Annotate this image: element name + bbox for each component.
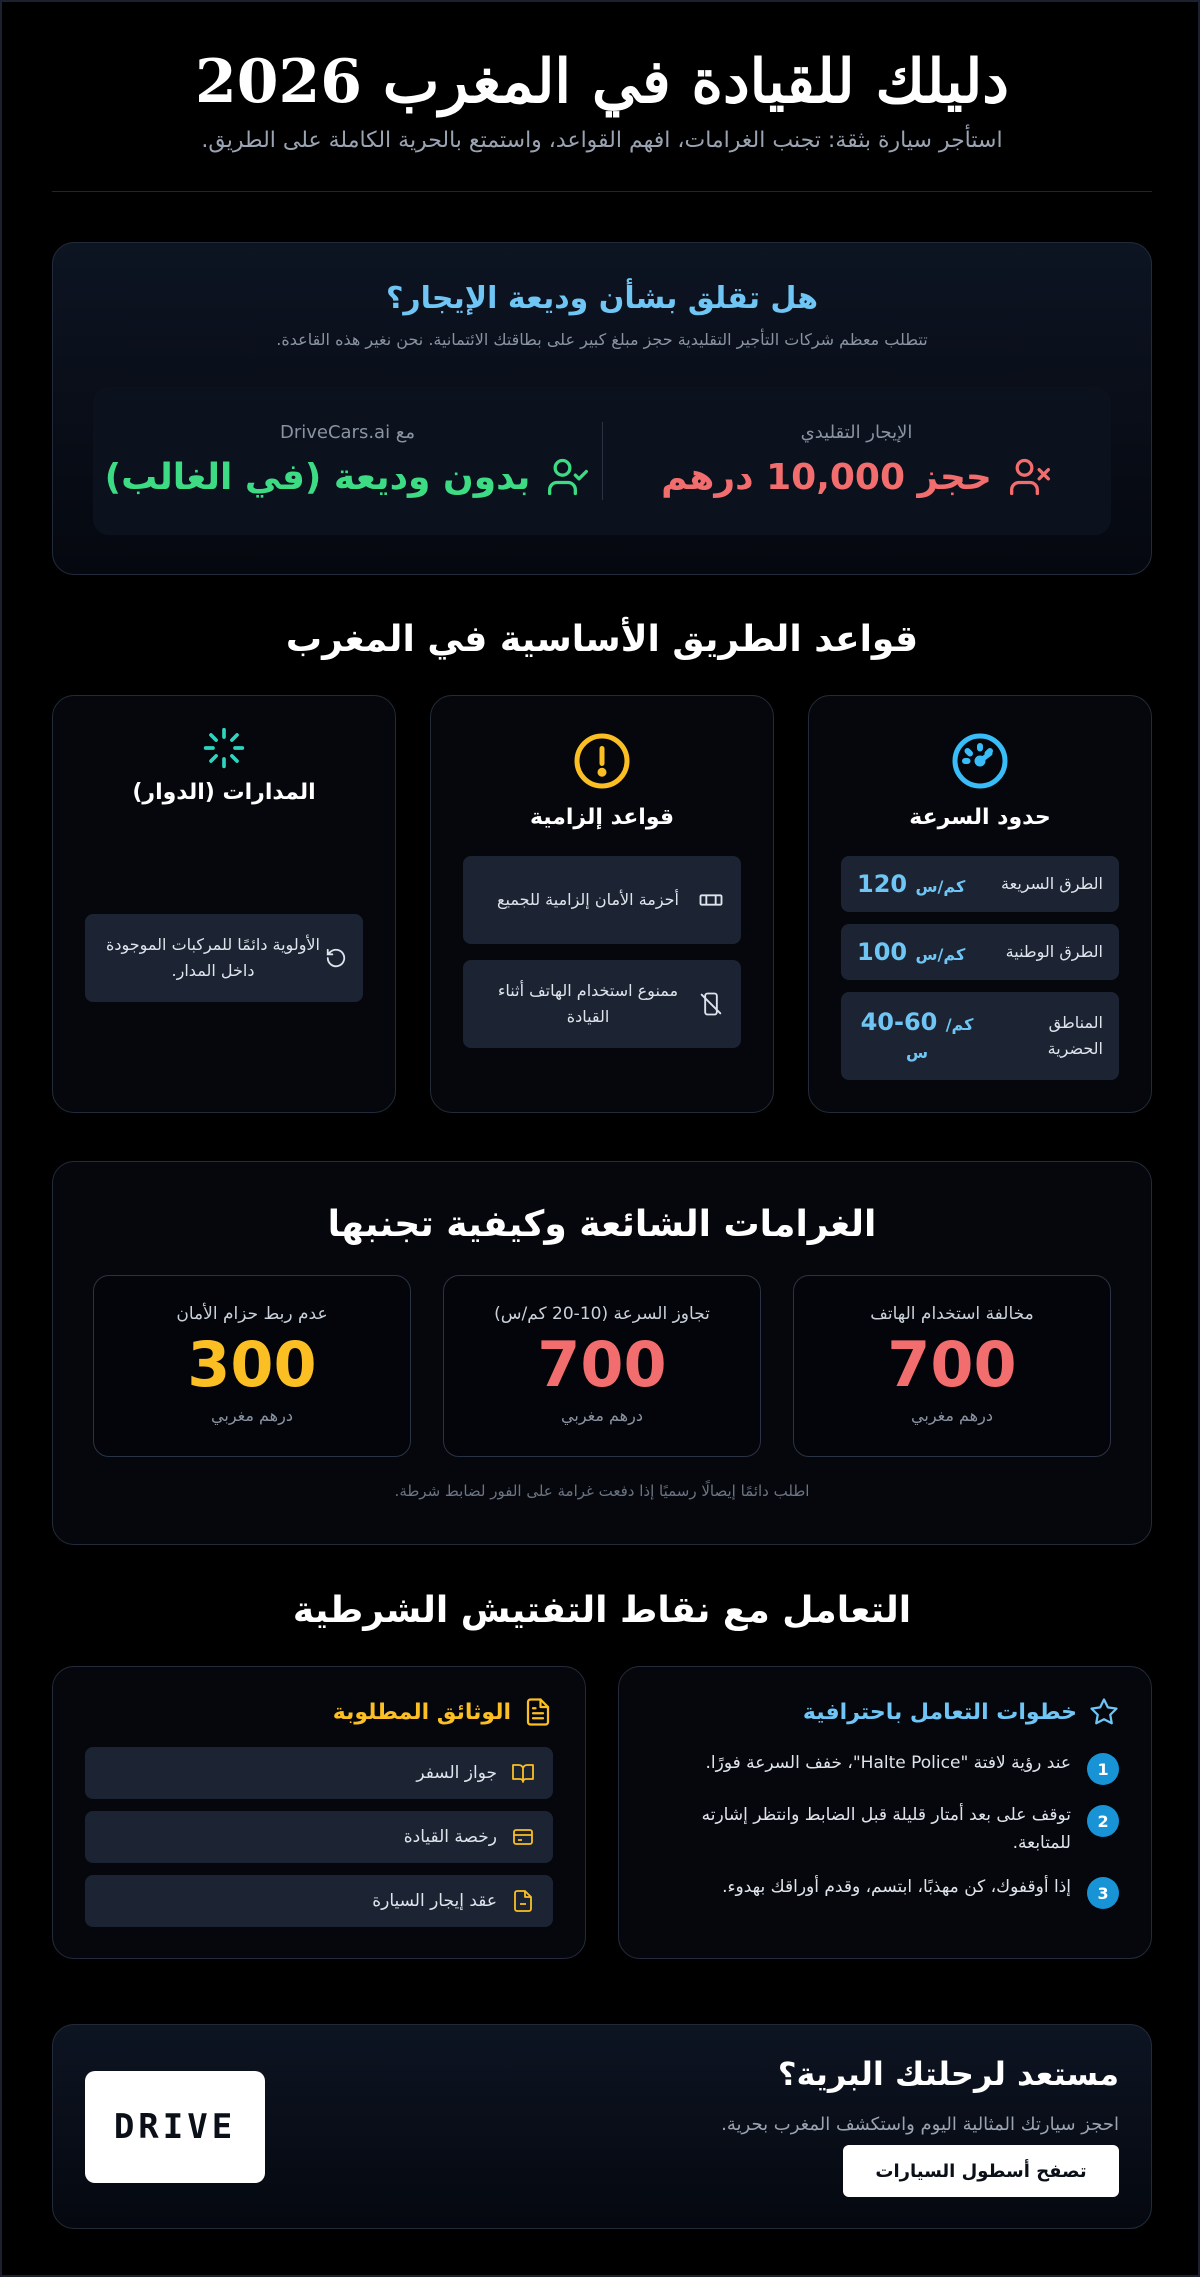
file-icon [511, 1889, 535, 1913]
phone-rule: ممنوع استخدام الهاتف أثناء القيادة [463, 960, 741, 1048]
doc-license: رخصة القيادة [85, 1811, 553, 1863]
fine-speeding: تجاوز السرعة (10-20 كم/س) 700 درهم مغربي [443, 1275, 761, 1457]
steps-title: خطوات التعامل باحترافية [802, 1699, 1077, 1725]
deposit-title: هل تقلق بشأن وديعة الإيجار؟ [385, 281, 819, 316]
roundabout-priority-rule: الأولوية دائمًا للمركبات الموجودة داخل المدار. [85, 914, 363, 1002]
deposit-comparison [93, 387, 1111, 535]
police-steps-card [618, 1666, 1152, 1959]
cta-card [52, 2024, 1152, 2229]
browse-fleet-button[interactable]: تصفح أسطول السيارات [843, 2145, 1119, 2197]
step-item: 1 عند رؤية لافتة "Halte Police"، خفف السرعة فورًا. [651, 1749, 1119, 1785]
traditional-value: حجز 10,000 درهم [661, 456, 992, 498]
speed-urban: المناطق الحضرية 40-60 كم/س [841, 992, 1119, 1080]
drive-logo[interactable]: DRIVE [85, 2071, 265, 2183]
star-icon [1089, 1697, 1119, 1727]
doc-passport: جواز السفر [85, 1747, 553, 1799]
user-x-icon [1008, 455, 1052, 499]
roundabouts-title: المدارات (الدوار) [132, 780, 316, 805]
roundabouts-card [52, 695, 396, 1113]
drivecars-label: مع DriveCars.ai [279, 422, 416, 443]
required-docs-card [52, 1666, 586, 1959]
page-title: دليلك للقيادة في المغرب 2026 [195, 47, 1009, 117]
rules-title: قواعد الطريق الأساسية في المغرب [285, 619, 919, 660]
fines-title: الغرامات الشائعة وكيفية تجنبها [327, 1204, 877, 1245]
book-icon [511, 1761, 535, 1785]
seatbelt-rule: أحزمة الأمان إلزامية للجميع [463, 856, 741, 944]
fines-card [52, 1161, 1152, 1545]
page-header [52, 42, 1152, 153]
drivecars-rental [93, 387, 602, 535]
mandatory-rules-card [430, 695, 774, 1113]
speed-national: الطرق الوطنية 100 كم/س [841, 924, 1119, 980]
traditional-label: الإيجار التقليدي [800, 422, 913, 443]
speed-highway: الطرق السريعة 120 كم/س [841, 856, 1119, 912]
fines-note: اطلب دائمًا إيصالًا رسميًا إذا دفعت غرامة على الفور لضابط شرطة. [394, 1482, 810, 1500]
drivecars-value: بدون وديعة (في الغالب) [104, 456, 531, 498]
police-title: التعامل مع نقاط التفتيش الشرطية [292, 1590, 912, 1631]
user-check-icon [546, 455, 590, 499]
speed-limits-title: حدود السرعة [909, 805, 1051, 830]
deposit-card [52, 242, 1152, 575]
comparison-divider [602, 422, 603, 500]
page-subtitle: استأجر سيارة بثقة: تجنب الغرامات، افهم القواعد، واستمتع بالحرية الكاملة على الطريق. [201, 128, 1003, 153]
speed-limits-card [808, 695, 1152, 1113]
docs-title: الوثائق المطلوبة [332, 1699, 511, 1725]
fine-seatbelt: عدم ربط حزام الأمان 300 درهم مغربي [93, 1275, 411, 1457]
divider [52, 191, 1152, 192]
cta-title: مستعد لرحلتك البرية؟ [777, 2055, 1119, 2093]
doc-rental-contract: عقد إيجار السيارة [85, 1875, 553, 1927]
rotate-icon [325, 947, 347, 969]
seatbelt-icon [697, 886, 725, 914]
alert-circle-icon [572, 731, 632, 791]
deposit-subtitle: تتطلب معظم شركات التأجير التقليدية حجز مبلغ كبير على بطاقتك الائتمانية. نحن نغير هذه القاعدة. [276, 330, 928, 349]
mandatory-rules-title: قواعد إلزامية [529, 805, 675, 830]
fine-phone: مخالفة استخدام الهاتف 700 درهم مغربي [793, 1275, 1111, 1457]
cta-subtitle: احجز سيارتك المثالية اليوم واستكشف المغرب بحرية. [721, 2114, 1119, 2135]
speedometer-icon [950, 731, 1010, 791]
phone-off-icon [697, 990, 725, 1018]
step-item: 3 إذا أوقفوك، كن مهذبًا، ابتسم، وقدم أوراقك بهدوء. [651, 1873, 1119, 1909]
loader-icon [202, 726, 246, 770]
id-card-icon [511, 1825, 535, 1849]
document-icon [523, 1697, 553, 1727]
step-item: 2 توقف على بعد أمتار قليلة قبل الضابط وانتظر إشارته للمتابعة. [651, 1801, 1119, 1857]
traditional-rental [602, 387, 1111, 535]
